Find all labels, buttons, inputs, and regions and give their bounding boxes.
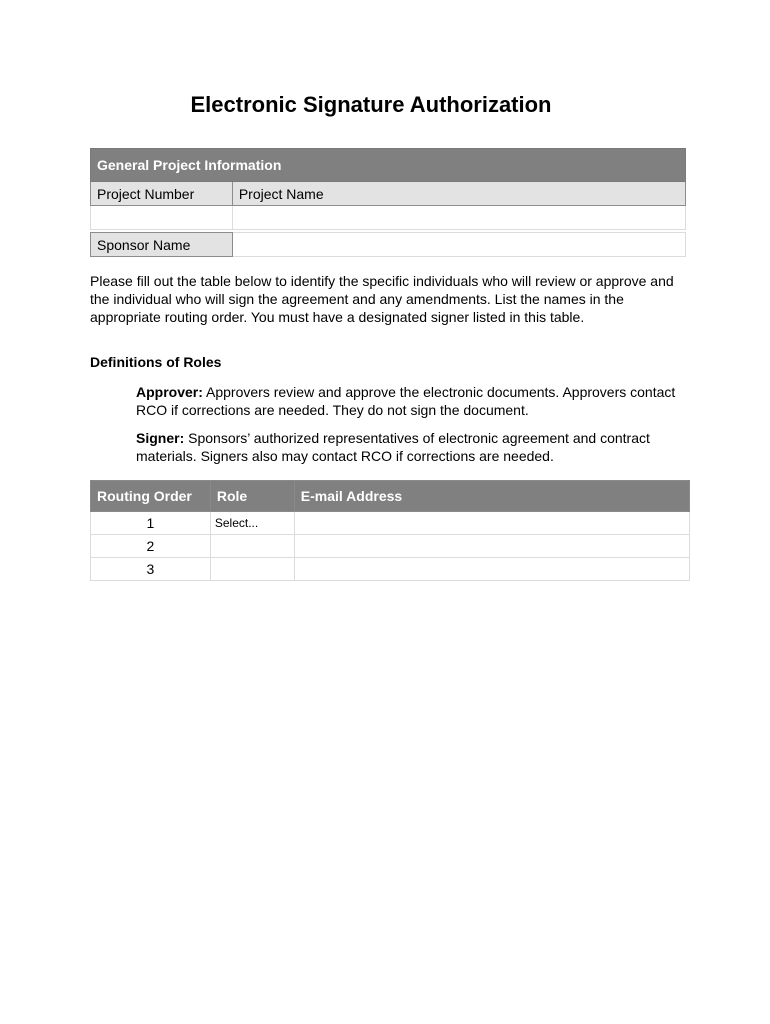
signer-term: Signer:: [136, 430, 185, 446]
role-select[interactable]: [210, 558, 294, 581]
routing-order-cell: 2: [91, 535, 211, 558]
sponsor-name-label: Sponsor Name: [91, 233, 233, 257]
approver-term: Approver:: [136, 384, 203, 400]
email-field[interactable]: [294, 535, 689, 558]
role-select[interactable]: Select...: [210, 512, 294, 535]
role-header: Role: [210, 481, 294, 512]
page-title: Electronic Signature Authorization: [190, 92, 552, 117]
routing-table: [90, 480, 690, 581]
project-number-label: Project Number: [91, 182, 233, 206]
role-select[interactable]: [210, 535, 294, 558]
email-header: E-mail Address: [294, 481, 689, 512]
sponsor-name-field[interactable]: [232, 233, 685, 257]
table-row: [91, 512, 690, 535]
project-info-table: [90, 148, 686, 257]
project-number-field[interactable]: [91, 206, 233, 230]
instructions-text: Please fill out the table below to identify the specific individuals who will review or approve and the individual who will sign the agreement and any amendments. List the names in the appropriate routing order. You must have a designated signer listed in this table.: [90, 273, 674, 325]
table-row: [91, 535, 690, 558]
project-name-field[interactable]: [232, 206, 685, 230]
routing-order-header: Routing Order: [91, 481, 211, 512]
project-name-label: Project Name: [232, 182, 685, 206]
email-field[interactable]: [294, 558, 689, 581]
table-row: [91, 558, 690, 581]
signer-text: Sponsors’ authorized representatives of electronic agreement and contract materials. Signers also may contact RCO if corrections are needed.: [136, 430, 650, 464]
project-info-header: General Project Information: [91, 149, 686, 182]
signer-definition: [136, 429, 676, 465]
routing-order-cell: 1: [91, 512, 211, 535]
routing-order-cell: 3: [91, 558, 211, 581]
definitions-heading: Definitions of Roles: [90, 354, 222, 370]
approver-text: Approvers review and approve the electronic documents. Approvers contact RCO if corrections are needed. They do not sign the document.: [136, 384, 676, 418]
email-field[interactable]: [294, 512, 689, 535]
approver-definition: [136, 383, 676, 419]
